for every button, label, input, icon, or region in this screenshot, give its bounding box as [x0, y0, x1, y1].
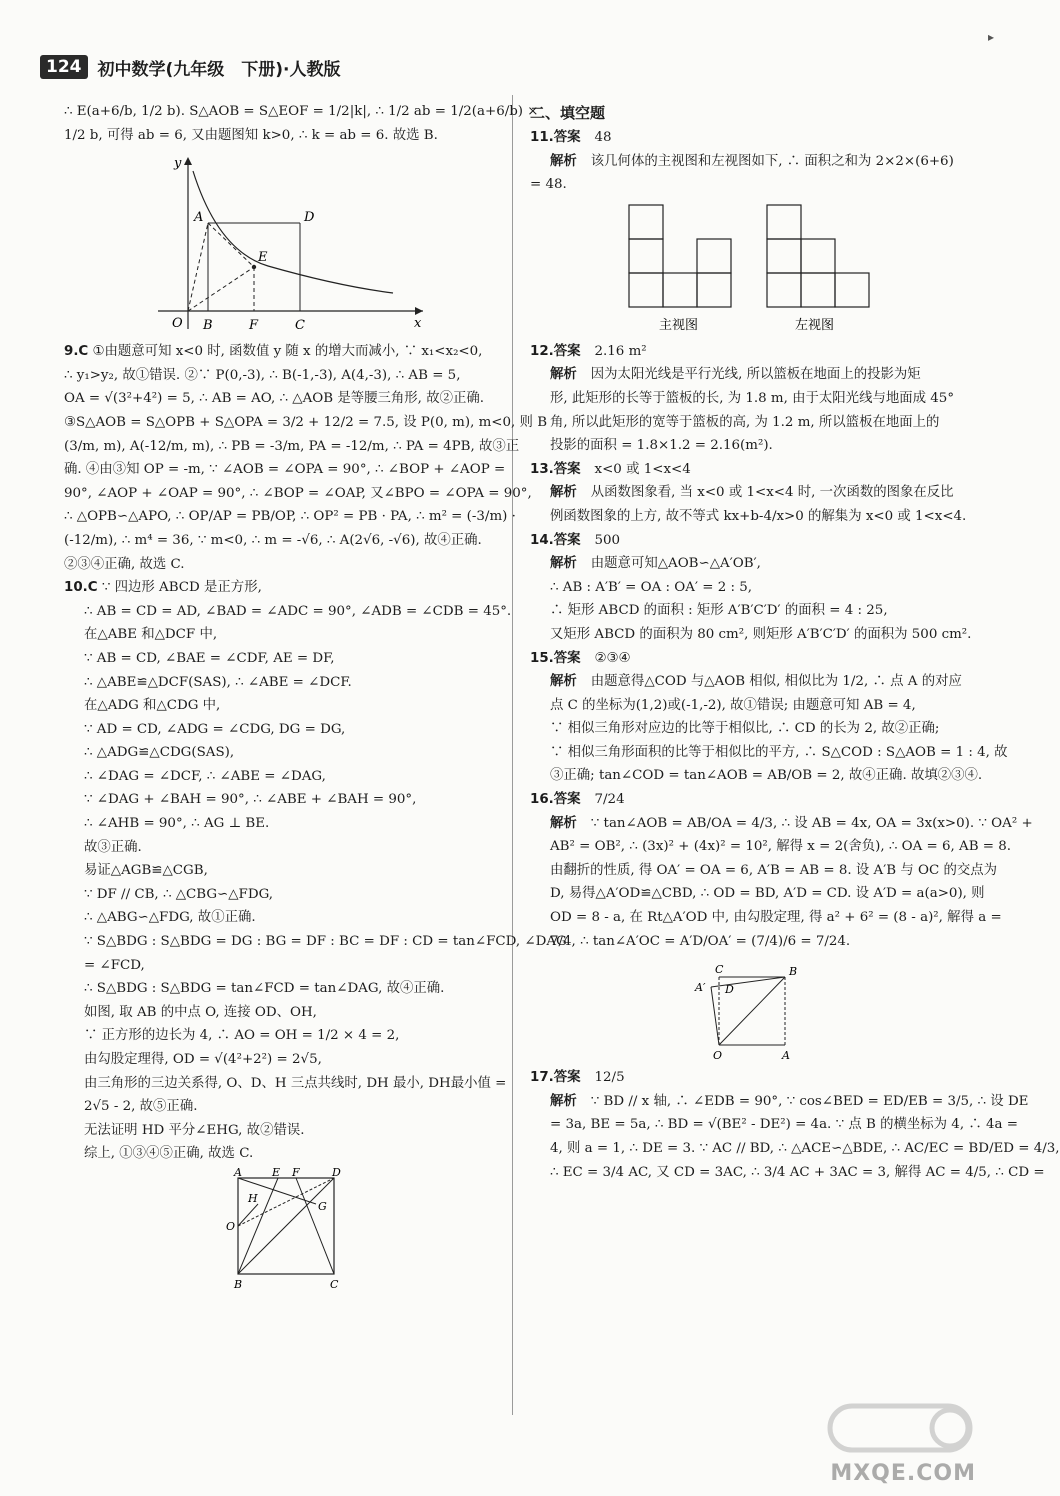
page-number: 124	[40, 55, 88, 79]
text-line: (-12/m), ∴ m⁴ = 36, ∵ m<0, ∴ m = -√6, ∴ A(2√6, -√6), 故④正确.	[64, 532, 482, 548]
text-line: ∴ AB = CD = AD, ∠BAD = ∠ADC = 90°, ∠ADB = ∠CDB = 45°.	[84, 603, 512, 619]
question-number: 15.	[530, 650, 554, 666]
text-line: ∵ 相似三角形面积的比等于相似比的平方, ∴ S△COD : S△AOB = 1 : 4, 故	[550, 744, 1008, 760]
text-line: ∵ 四边形 ABCD 是正方形,	[101, 580, 262, 596]
text-line: 由翻折的性质, 得 OA′ = OA = 6, A′B = AB = 8. 设 A′B 与 OC 的交点为	[550, 862, 998, 878]
text-line: ∴ y₁>y₂, 故①错误. ②∵ P(0,-3), ∴ B(-1,-3), A(4,-3), ∴ AB = 5,	[64, 367, 461, 383]
analysis-tag: 解析	[550, 1093, 577, 1109]
text-line: ∵ 正方形的边长为 4, ∴ AO = OH = 1/2 × 4 = 2,	[84, 1028, 400, 1044]
point-label-E: E	[258, 250, 268, 266]
text-line: ∴ ∠DAG = ∠DCF, ∴ ∠ABE = ∠DAG,	[84, 768, 326, 784]
analysis-tag: 解析	[550, 367, 577, 383]
text-line: 故③正确.	[84, 839, 142, 855]
answer-tag: 答案	[553, 343, 581, 359]
text-line: = ∠FCD,	[84, 957, 145, 973]
text-line: ∴ △OPB∽△APO, ∴ OP/AP = PB/OP, ∴ OP² = PB · PA, ∴ m² = (-3/m) ·	[64, 509, 516, 525]
square-figure	[208, 1165, 358, 1292]
question-number: 9.C	[64, 344, 89, 360]
text-line: ∵ ∠DAG + ∠BAH = 90°, ∴ ∠ABE + ∠BAH = 90°,	[84, 792, 417, 808]
text-line: AB² = OB², ∴ (3x)² + (4x)² = 10², 解得 x = 2(舍负), ∴ OA = 6, AB = 8.	[550, 839, 1012, 855]
text-line: 在△ABE 和△DCF 中,	[84, 627, 218, 643]
text-line: ①由题意可知 x<0 时, 函数值 y 随 x 的增大而减小, ∵ x₁<x₂<0,	[92, 344, 483, 360]
answer-value: 500	[594, 532, 621, 548]
edge-mark: ▸	[987, 30, 994, 44]
point-label-B: B	[789, 965, 798, 979]
question-number: 12.	[530, 343, 554, 359]
point-label-F: F	[292, 1165, 300, 1179]
answer-value: 12/5	[594, 1070, 625, 1086]
point-label-A: A	[194, 210, 204, 226]
text-line: OA = √(3²+4²) = 5, ∴ AB = AO, ∴ △AOB 是等腰三角形, 故②正确.	[64, 391, 485, 407]
column-divider	[512, 95, 513, 1415]
text-line: = 3a, BE = 5a, ∴ BD = √(BE² - DE²) = 4a. ∵ 点 B 的横坐标为 4, ∴ 4a =	[550, 1117, 1018, 1133]
section-title: 二、填空题	[530, 104, 606, 122]
text-line: 该几何体的主视图和左视图如下, ∴ 面积之和为 2×2×(6+6)	[590, 153, 954, 169]
page-header	[40, 52, 341, 82]
answer-value: 7/24	[594, 792, 625, 808]
text-line: 投影的面积 = 1.8×1.2 = 2.16(m²).	[550, 438, 773, 454]
analysis-tag: 解析	[550, 485, 577, 501]
text-line: ∴ AB : A′B′ = OA : OA′ = 2 : 5,	[550, 579, 753, 595]
text-line: 又矩形 ABCD 的面积为 80 cm², 则矩形 A′B′C′D′ 的面积为 500 cm².	[550, 626, 972, 642]
text-line: 由三角形的三边关系得, O、D、H 三点共线时, DH 最小, DH最小值 =	[84, 1075, 507, 1091]
text-line: ∴ E(a+6/b, 1/2 b). S△AOB = S△EOF = 1/2|k|, ∴ 1/2 ab = 1/2(a+6/b) ×	[64, 104, 539, 119]
point-label-G: G	[318, 1199, 327, 1213]
text-line: ∴ 矩形 ABCD 的面积 : 矩形 A′B′C′D′ 的面积 = 4 : 25,	[550, 603, 888, 619]
axis-label-x: x	[414, 316, 422, 332]
text-line: (3/m, m), A(-12/m, m), ∴ PB = -3/m, PA = -12/m, ∴ PA = 4PB, 故③正	[64, 438, 520, 454]
text-line: ∴ EC = 3/4 AC, 又 CD = 3AC, ∴ 3/4 AC + 3AC = 3, 解得 AC = 4/5, ∴ CD =	[550, 1164, 1045, 1180]
text-line: ③S△AOB = S△OPB + S△OPA = 3/2 + 12/2 = 7.5, 设 P(0, m), m<0, 则 B	[64, 414, 548, 430]
running-title: 初中数学(九年级 下册)·人教版	[97, 59, 341, 80]
text-line: 如图, 取 AB 的中点 O, 连接 OD、OH,	[84, 1004, 317, 1020]
text-line: ∵ DF // CB, ∴ △CBG∽△FDG,	[84, 886, 274, 902]
hyperbola-figure	[138, 151, 428, 336]
point-label-C: C	[715, 963, 724, 977]
analysis-tag: 解析	[550, 674, 577, 690]
text-line: 形, 此矩形的长等于篮板的长, 为 1.8 m, 由于太阳光线与地面成 45°	[550, 390, 955, 406]
text-line: 角, 所以此矩形的宽等于篮板的高, 为 1.2 m, 所以篮板在地面上的	[550, 414, 940, 430]
answer-tag: 答案	[553, 532, 581, 548]
right-column	[530, 100, 1060, 1184]
answer-value: ②③④	[594, 650, 631, 666]
point-label-E: E	[272, 1165, 281, 1179]
watermark-text: MXQE.COM	[830, 1461, 976, 1486]
question-number: 17.	[530, 1070, 554, 1086]
text-line: 综上, ①③④⑤正确, 故选 C.	[84, 1146, 254, 1162]
text-line: 4, 则 a = 1, ∴ DE = 3. ∵ AC // BD, ∴ △ACE∽△BDE, ∴ AC/EC = BD/ED = 4/3,	[550, 1141, 1060, 1156]
text-line: 2√5 - 2, 故⑤正确.	[84, 1099, 198, 1115]
answer-value: x<0 或 1<x<4	[594, 461, 691, 477]
analysis-tag: 解析	[550, 556, 577, 572]
question-number: 14.	[530, 532, 554, 548]
text-line: OD = 8 - a, 在 Rt△A′OD 中, 由勾股定理, 得 a² + 6² = (8 - a)², 解得 a =	[550, 910, 1002, 926]
text-line: ∴ ∠AHB = 90°, ∴ AG ⊥ BE.	[84, 816, 270, 832]
point-label-D: D	[332, 1165, 341, 1179]
fold-figure	[689, 957, 819, 1062]
answer-tag: 答案	[553, 792, 581, 808]
point-label-C: C	[330, 1277, 339, 1291]
text-line: 90°, ∠AOP + ∠OAP = 90°, ∴ ∠BOP = ∠OAP, 又∠BPO = ∠OPA = 90°,	[64, 485, 532, 501]
text-line: ③正确; tan∠COD = tan∠AOB = AB/OB = 2, 故④正确. 故填②③④.	[550, 768, 983, 784]
question-number: 13.	[530, 461, 554, 477]
front-view-label: 主视图	[659, 317, 699, 333]
point-label-B: B	[234, 1277, 243, 1291]
answer-tag: 答案	[553, 461, 581, 477]
answer-value: 48	[594, 130, 612, 145]
text-line: 易证△AGB≌△CGB,	[84, 863, 208, 879]
three-views-figure	[619, 201, 889, 336]
text-line: 由题意得△COD 与△AOB 相似, 相似比为 1/2, ∴ 点 A 的对应	[590, 674, 962, 690]
text-line: D, 易得△A′OD≌△CBD, ∴ OD = BD, A′D = CD. 设 A′D = a(a>0), 则	[550, 886, 985, 902]
text-line: 例函数图象的上方, 故不等式 kx+b-4/x>0 的解集为 x<0 或 1<x<4.	[550, 508, 967, 524]
text-line: ∴ S△BDG : S△BDG = tan∠FCD = tan∠DAG, 故④正确.	[84, 981, 445, 997]
left-view-label: 左视图	[795, 317, 835, 333]
point-label-C: C	[295, 318, 305, 334]
text-line: ∵ tan∠AOB = AB/OA = 4/3, ∴ 设 AB = 4x, OA = 3x(x>0). ∵ OA² +	[590, 815, 1033, 831]
text-line: ②③④正确, 故选 C.	[64, 556, 185, 572]
point-label-D: D	[725, 983, 734, 997]
text-line: ∵ AD = CD, ∠ADG = ∠CDG, DG = DG,	[84, 721, 346, 737]
text-line: 因为太阳光线是平行光线, 所以篮板在地面上的投影为矩	[590, 367, 921, 383]
point-label-O: O	[226, 1219, 236, 1233]
text-line: ∵ AB = CD, ∠BAE = ∠CDF, AE = DF,	[84, 650, 335, 666]
point-label-A-prime: A′	[695, 981, 706, 995]
text-line: ∵ S△BDG : S△BDG = DG : BG = DF : BC = DF : CD = tan∠FCD, ∠DAG	[84, 934, 567, 950]
text-line: = 48.	[530, 177, 567, 193]
text-line: 在△ADG 和△CDG 中,	[84, 698, 221, 714]
text-line: ∴ △ADG≌△CDG(SAS),	[84, 745, 235, 761]
analysis-tag: 解析	[550, 153, 577, 169]
question-number: 10.C	[64, 580, 98, 596]
answer-tag: 答案	[553, 130, 581, 145]
text-line: ∴ △ABG∽△FDG, 故①正确.	[84, 910, 256, 926]
question-number: 16.	[530, 792, 554, 808]
text-line: 从函数图象看, 当 x<0 或 1<x<4 时, 一次函数的图象在反比	[590, 485, 954, 501]
analysis-tag: 解析	[550, 815, 577, 831]
text-line: 无法证明 HD 平分∠EHG, 故②错误.	[84, 1122, 305, 1138]
answer-tag: 答案	[553, 1070, 581, 1086]
text-line: 由勾股定理得, OD = √(4²+2²) = 2√5,	[84, 1052, 322, 1067]
point-label-O: O	[172, 316, 183, 332]
question-number: 11.	[530, 130, 554, 145]
text-line: 1/2 b, 可得 ab = 6, 又由题图知 k>0, ∴ k = ab = 6. 故选 B.	[64, 127, 438, 143]
point-label-H: H	[248, 1191, 258, 1205]
point-label-F: F	[249, 318, 259, 334]
text-line: 点 C 的坐标为(1,2)或(-1,-2), 故①错误; 由题意可知 AB = 4,	[550, 697, 916, 713]
point-label-A: A	[782, 1049, 790, 1063]
point-label-O: O	[713, 1049, 723, 1063]
text-line: 由题意可知△AOB∽△A′OB′,	[590, 556, 761, 572]
answer-tag: 答案	[553, 650, 581, 666]
text-line: ∵ 相似三角形对应边的比等于相似比, ∴ CD 的长为 2, 故②正确;	[550, 721, 940, 737]
text-line: 7/4, ∴ tan∠A′OC = A′D/OA′ = (7/4)/6 = 7/24.	[550, 933, 851, 949]
q8-solution	[64, 100, 539, 147]
point-label-A: A	[234, 1165, 242, 1179]
answer-value: 2.16 m²	[594, 343, 647, 359]
point-label-B: B	[203, 318, 213, 334]
text-line: ∴ △ABE≌△DCF(SAS), ∴ ∠ABE = ∠DCF.	[84, 674, 352, 690]
axis-label-y: y	[174, 156, 182, 172]
point-label-D: D	[304, 210, 315, 226]
text-line: ∵ BD // x 轴, ∴ ∠EDB = 90°, ∵ cos∠BED = ED/EB = 3/5, ∴ 设 DE	[590, 1093, 1029, 1109]
text-line: 确. ④由③知 OP = -m, ∵ ∠AOB = ∠OPA = 90°, ∴ ∠BOP + ∠AOP =	[64, 462, 506, 478]
